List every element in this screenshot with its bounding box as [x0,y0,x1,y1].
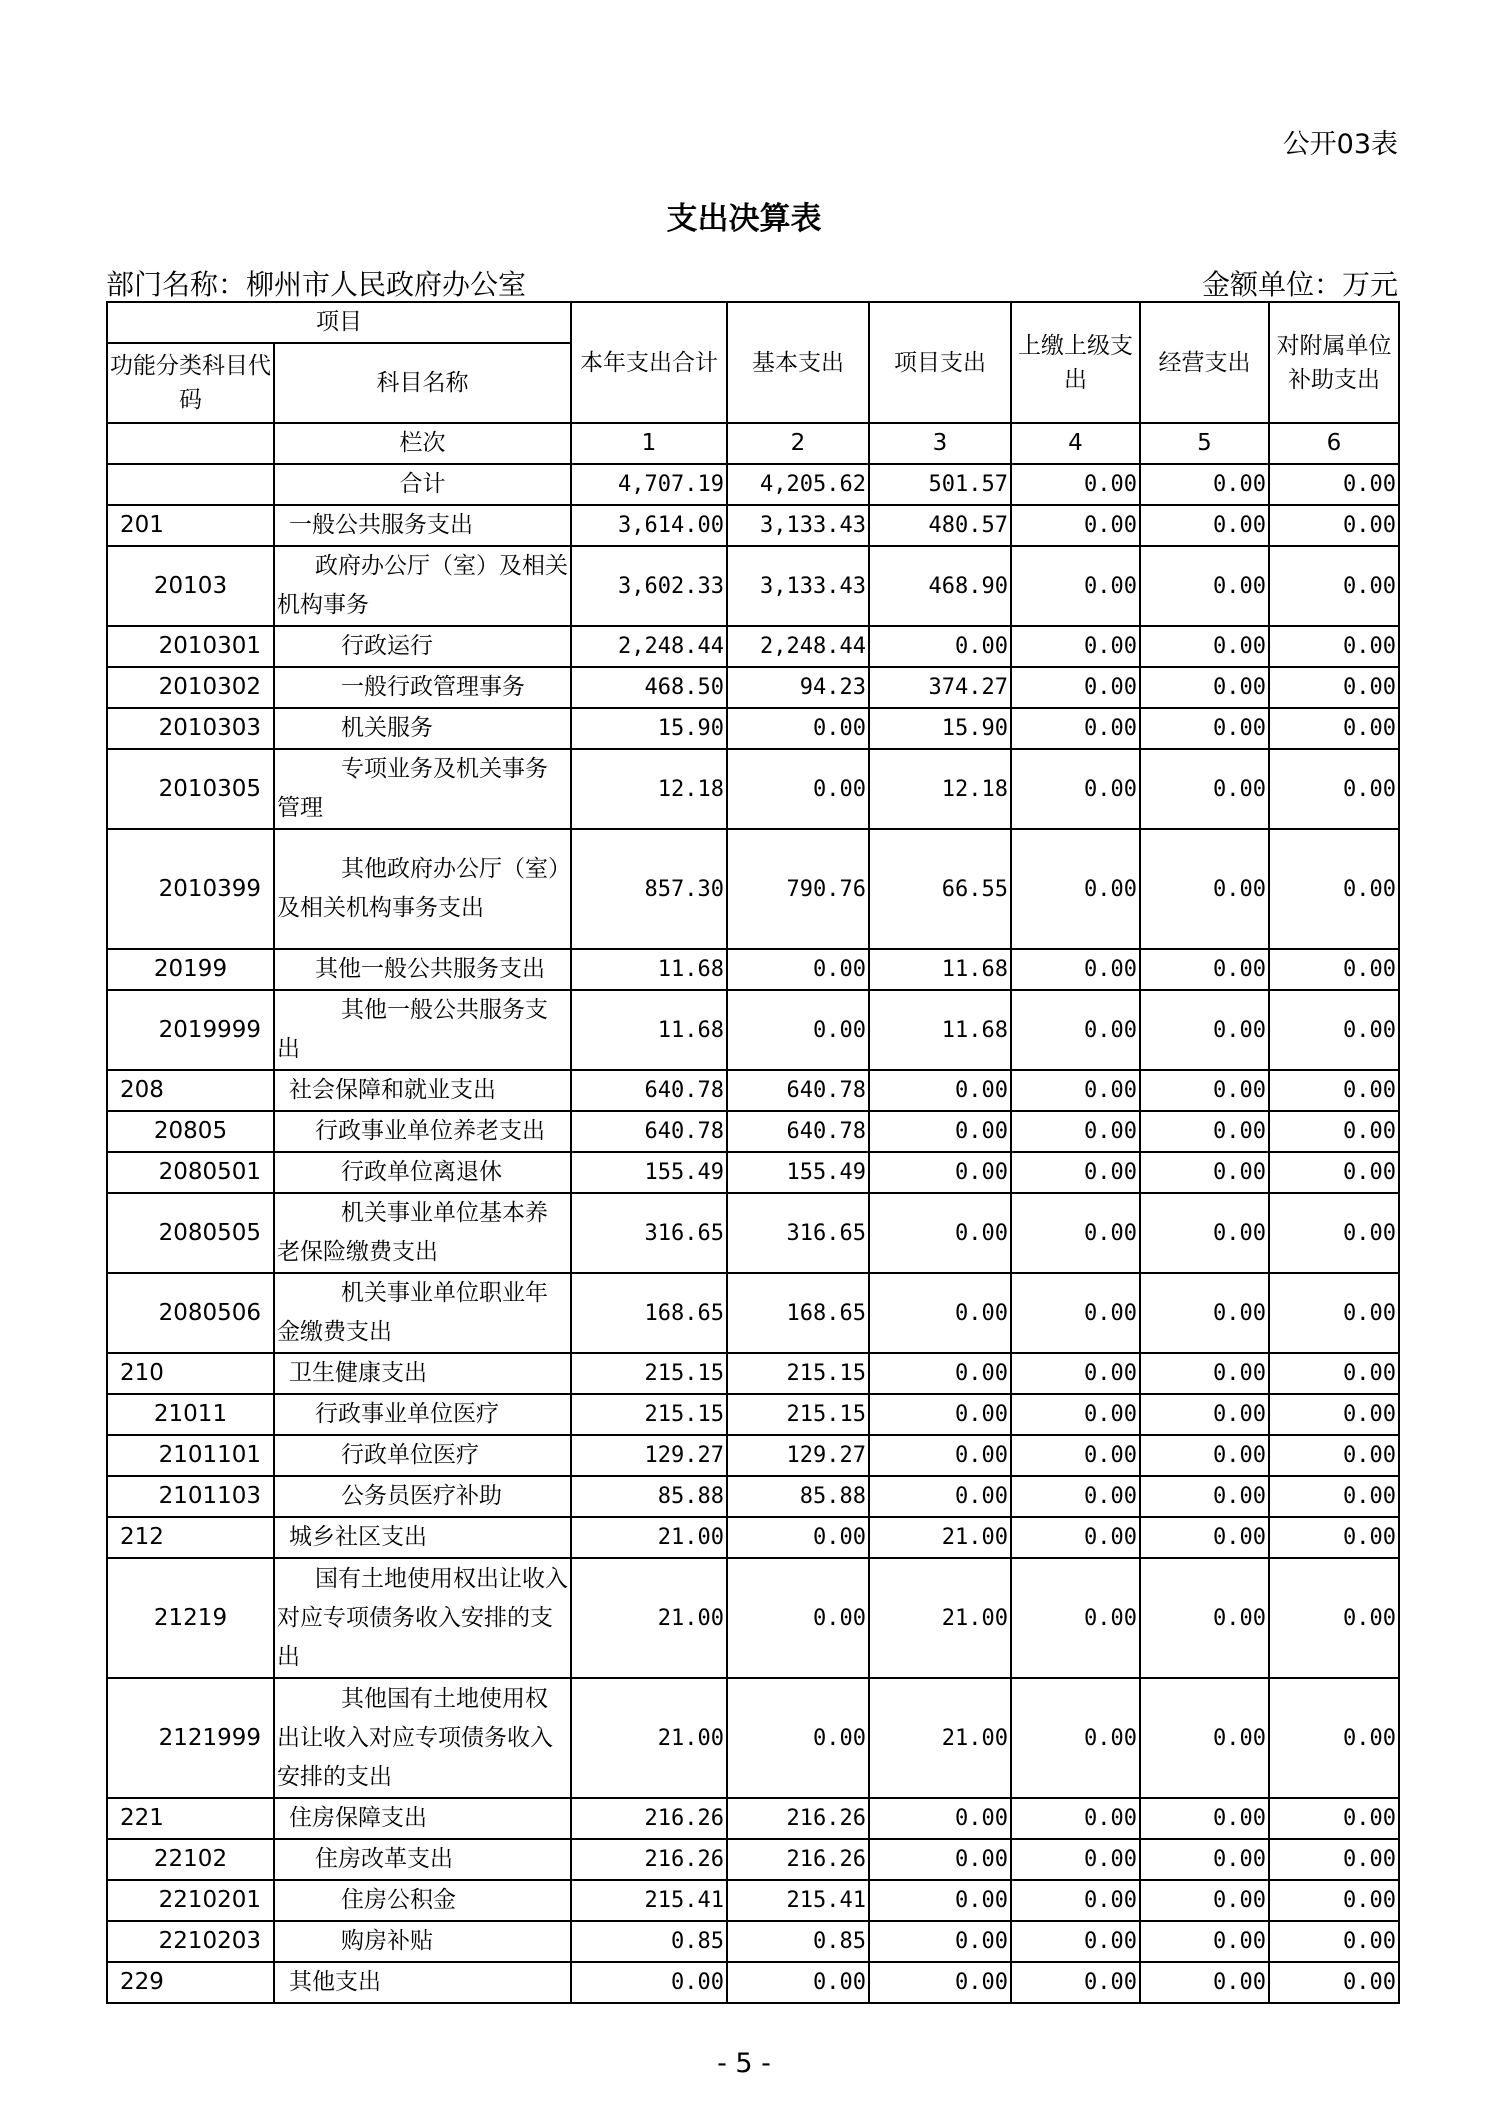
row-value: 0.00 [869,626,1011,667]
row-value: 0.00 [1011,1273,1140,1353]
row-value: 0.00 [1011,1394,1140,1435]
row-value: 0.00 [869,1798,1011,1839]
row-value: 0.00 [1140,949,1269,990]
row-value: 0.00 [1011,1678,1140,1798]
row-code: 2101103 [107,1476,274,1517]
row-name: 机关服务 [274,708,571,749]
row-name: 机关事业单位职业年金缴费支出 [274,1273,571,1353]
row-value: 480.57 [869,505,1011,546]
header-col-project: 项目支出 [869,302,1011,423]
row-code: 208 [107,1070,274,1111]
row-name: 行政事业单位养老支出 [274,1111,571,1152]
row-value: 0.00 [1140,990,1269,1070]
row-value: 0.00 [1140,1678,1269,1798]
table-row [107,1558,1399,1678]
row-value: 468.50 [571,667,727,708]
table-row [107,626,1399,667]
row-value: 0.00 [1140,626,1269,667]
page-number: - 5 - [717,2048,771,2079]
row-code: 2010303 [107,708,274,749]
row-value: 0.00 [1140,1880,1269,1921]
table-row [107,1798,1399,1839]
row-value: 0.00 [1140,1962,1269,2003]
table-row [107,505,1399,546]
row-code: 229 [107,1962,274,2003]
row-value: 0.00 [1011,1435,1140,1476]
row-value: 0.00 [1140,1476,1269,1517]
row-value: 155.49 [571,1152,727,1193]
row-name: 住房保障支出 [274,1798,571,1839]
row-value: 0.00 [1269,1839,1399,1880]
row-code: 2019999 [107,990,274,1070]
row-code: 2080501 [107,1152,274,1193]
row-value: 0.00 [1011,1517,1140,1558]
row-name: 住房公积金 [274,1880,571,1921]
row-value: 0.00 [1011,1152,1140,1193]
table-row [107,1962,1399,2003]
header-col-business: 经营支出 [1140,302,1269,423]
row-name: 社会保障和就业支出 [274,1070,571,1111]
row-name: 购房补贴 [274,1921,571,1962]
table-row [107,1435,1399,1476]
amount-unit: 金额单位：万元 [1201,268,1398,301]
row-value: 15.90 [869,708,1011,749]
row-name: 其他一般公共服务支出 [274,949,571,990]
row-value: 21.00 [869,1517,1011,1558]
row-value: 21.00 [869,1558,1011,1678]
row-value: 21.00 [571,1517,727,1558]
table-row [107,1273,1399,1353]
row-code: 201 [107,505,274,546]
row-value: 0.00 [1011,667,1140,708]
col-number: 4 [1011,423,1140,464]
row-value: 0.00 [1269,1111,1399,1152]
row-value: 85.88 [571,1476,727,1517]
row-value: 0.00 [1011,1476,1140,1517]
table-row [107,1517,1399,1558]
row-code: 2210201 [107,1880,274,1921]
row-code: 20199 [107,949,274,990]
row-value: 640.78 [727,1070,869,1111]
row-value: 0.00 [571,1962,727,2003]
row-value: 0.00 [1269,949,1399,990]
row-value: 0.00 [869,1435,1011,1476]
row-value: 216.26 [571,1839,727,1880]
row-value: 0.00 [1011,1839,1140,1880]
row-value: 0.00 [727,749,869,829]
row-value: 85.88 [727,1476,869,1517]
row-name: 行政运行 [274,626,571,667]
table-row [107,667,1399,708]
table-row [107,1394,1399,1435]
table-row [107,1353,1399,1394]
row-value: 0.00 [1140,1517,1269,1558]
row-value: 0.00 [869,1394,1011,1435]
row-code: 2121999 [107,1678,274,1798]
row-value: 0.00 [1269,1476,1399,1517]
row-value: 374.27 [869,667,1011,708]
row-value: 215.15 [727,1394,869,1435]
row-value: 21.00 [571,1678,727,1798]
row-name: 合计 [274,464,571,505]
row-value: 316.65 [571,1193,727,1273]
row-value: 0.00 [1140,546,1269,626]
col-number: 5 [1140,423,1269,464]
row-value: 94.23 [727,667,869,708]
row-value: 66.55 [869,829,1011,949]
row-value: 0.00 [1011,1962,1140,2003]
row-value: 0.00 [869,1152,1011,1193]
row-value: 215.15 [571,1394,727,1435]
row-value: 0.00 [1140,829,1269,949]
row-value: 0.00 [1269,1678,1399,1798]
row-value: 0.00 [727,1962,869,2003]
row-value: 0.00 [1140,1353,1269,1394]
header-col-subsidy: 对附属单位补助支出 [1269,302,1399,423]
table-row [107,546,1399,626]
row-value: 857.30 [571,829,727,949]
row-value: 0.00 [727,949,869,990]
table-row [107,1070,1399,1111]
row-value: 0.00 [869,1193,1011,1273]
row-value: 0.00 [869,1962,1011,2003]
row-value: 0.00 [869,1273,1011,1353]
row-value: 0.00 [1269,626,1399,667]
table-row [107,464,1399,505]
row-value: 0.00 [1011,464,1140,505]
table-row [107,949,1399,990]
row-value: 0.00 [1269,1798,1399,1839]
row-value: 0.00 [1269,667,1399,708]
row-value: 0.00 [1011,1111,1140,1152]
row-code: 2010301 [107,626,274,667]
row-code: 2010302 [107,667,274,708]
col-number: 1 [571,423,727,464]
col-number: 6 [1269,423,1399,464]
row-name: 机关事业单位基本养老保险缴费支出 [274,1193,571,1273]
row-value: 0.00 [1269,1962,1399,2003]
header-col-basic: 基本支出 [727,302,869,423]
row-value: 3,614.00 [571,505,727,546]
row-value: 168.65 [727,1273,869,1353]
row-value: 0.00 [1011,505,1140,546]
row-value: 0.00 [727,990,869,1070]
row-value: 0.00 [1140,749,1269,829]
table-row [107,1839,1399,1880]
row-value: 0.00 [1140,667,1269,708]
row-name: 其他政府办公厅（室）及相关机构事务支出 [274,829,571,949]
row-value: 0.00 [1269,749,1399,829]
row-value: 3,133.43 [727,505,869,546]
row-value: 0.00 [869,1111,1011,1152]
row-code: 2101101 [107,1435,274,1476]
row-name: 卫生健康支出 [274,1353,571,1394]
row-name: 一般公共服务支出 [274,505,571,546]
table-row [107,1476,1399,1517]
row-code: 2010399 [107,829,274,949]
row-value: 215.41 [727,1880,869,1921]
lanci-blank-cell [107,423,274,464]
page-title: 支出决算表 [666,201,822,237]
row-value: 0.00 [1140,1558,1269,1678]
row-name: 行政事业单位医疗 [274,1394,571,1435]
row-value: 640.78 [571,1111,727,1152]
row-code: 221 [107,1798,274,1839]
row-value: 790.76 [727,829,869,949]
header-col-total: 本年支出合计 [571,302,727,423]
row-value: 0.00 [1269,1193,1399,1273]
row-value: 0.00 [1269,1558,1399,1678]
row-value: 21.00 [869,1678,1011,1798]
row-name: 行政单位离退休 [274,1152,571,1193]
row-value: 0.00 [1140,1193,1269,1273]
col-number: 3 [869,423,1011,464]
row-value: 2,248.44 [571,626,727,667]
row-value: 0.00 [1269,1353,1399,1394]
row-value: 0.00 [869,1921,1011,1962]
row-value: 155.49 [727,1152,869,1193]
row-value: 501.57 [869,464,1011,505]
row-value: 11.68 [869,990,1011,1070]
header-code: 功能分类科目代码 [107,343,274,423]
row-value: 3,602.33 [571,546,727,626]
row-value: 0.00 [1011,708,1140,749]
row-value: 0.00 [1269,990,1399,1070]
table-row [107,990,1399,1070]
row-value: 0.00 [1011,1921,1140,1962]
table-row [107,1152,1399,1193]
row-value: 0.00 [1011,1798,1140,1839]
row-value: 0.85 [727,1921,869,1962]
header-col-upper: 上缴上级支出 [1011,302,1140,423]
row-value: 316.65 [727,1193,869,1273]
table-row [107,1880,1399,1921]
row-value: 2,248.44 [727,626,869,667]
row-value: 0.00 [1269,1070,1399,1111]
row-value: 12.18 [571,749,727,829]
row-value: 0.00 [1269,546,1399,626]
row-value: 0.00 [869,1839,1011,1880]
row-value: 0.00 [1011,1353,1140,1394]
row-name: 住房改革支出 [274,1839,571,1880]
row-name: 其他一般公共服务支出 [274,990,571,1070]
row-value: 11.68 [571,949,727,990]
row-value: 640.78 [727,1111,869,1152]
row-code: 20103 [107,546,274,626]
row-value: 0.00 [1011,1070,1140,1111]
row-value: 0.00 [1011,1193,1140,1273]
row-code: 210 [107,1353,274,1394]
row-name: 专项业务及机关事务管理 [274,749,571,829]
table-row [107,1921,1399,1962]
row-value: 0.00 [1269,1921,1399,1962]
row-code: 20805 [107,1111,274,1152]
row-value: 0.00 [869,1353,1011,1394]
row-value: 0.00 [1140,1921,1269,1962]
row-value: 0.00 [1011,990,1140,1070]
expenditure-table [106,301,1400,2004]
row-value: 0.00 [869,1070,1011,1111]
form-number: 公开03表 [1282,129,1398,160]
row-code: 2210203 [107,1921,274,1962]
row-value: 0.00 [1011,1558,1140,1678]
table-row [107,1193,1399,1273]
row-value: 0.00 [1011,546,1140,626]
row-value: 4,707.19 [571,464,727,505]
row-name: 其他国有土地使用权出让收入对应专项债务收入安排的支出 [274,1678,571,1798]
row-code [107,464,274,505]
row-value: 0.00 [727,1678,869,1798]
header-lanci: 栏次 [274,423,571,464]
row-value: 129.27 [571,1435,727,1476]
row-value: 0.00 [1140,1435,1269,1476]
row-code: 21011 [107,1394,274,1435]
col-number: 2 [727,423,869,464]
row-name: 国有土地使用权出让收入对应专项债务收入安排的支出 [274,1558,571,1678]
table-row [107,749,1399,829]
row-value: 0.00 [1269,1273,1399,1353]
row-value: 468.90 [869,546,1011,626]
table-row [107,829,1399,949]
row-value: 12.18 [869,749,1011,829]
row-value: 0.00 [1011,626,1140,667]
row-value: 0.00 [1269,1435,1399,1476]
row-value: 0.00 [869,1880,1011,1921]
row-value: 0.00 [727,708,869,749]
table-row [107,1678,1399,1798]
row-code: 212 [107,1517,274,1558]
row-value: 0.00 [1140,1839,1269,1880]
row-value: 15.90 [571,708,727,749]
header-item: 项目 [107,302,571,343]
row-code: 21219 [107,1558,274,1678]
row-value: 216.26 [727,1839,869,1880]
row-value: 0.00 [1269,1394,1399,1435]
row-value: 11.68 [869,949,1011,990]
row-value: 4,205.62 [727,464,869,505]
row-name: 公务员医疗补助 [274,1476,571,1517]
row-name: 城乡社区支出 [274,1517,571,1558]
row-value: 0.00 [1011,749,1140,829]
row-value: 0.00 [1011,1880,1140,1921]
row-value: 0.00 [1011,829,1140,949]
row-value: 0.00 [869,1476,1011,1517]
row-code: 2080505 [107,1193,274,1273]
row-code: 2080506 [107,1273,274,1353]
row-value: 215.41 [571,1880,727,1921]
row-name: 一般行政管理事务 [274,667,571,708]
row-value: 0.00 [1140,1273,1269,1353]
row-value: 0.00 [1140,1070,1269,1111]
row-value: 0.00 [1140,1798,1269,1839]
row-value: 0.00 [1269,464,1399,505]
row-value: 0.85 [571,1921,727,1962]
row-value: 129.27 [727,1435,869,1476]
row-value: 0.00 [1140,1111,1269,1152]
row-value: 0.00 [1140,708,1269,749]
row-value: 0.00 [1140,464,1269,505]
row-value: 11.68 [571,990,727,1070]
row-value: 0.00 [1269,829,1399,949]
row-value: 0.00 [1011,949,1140,990]
row-value: 0.00 [1269,505,1399,546]
row-value: 640.78 [571,1070,727,1111]
department-name: 部门名称：柳州市人民政府办公室 [106,268,527,301]
row-name: 其他支出 [274,1962,571,2003]
row-value: 0.00 [1269,1517,1399,1558]
row-name: 行政单位医疗 [274,1435,571,1476]
row-code: 22102 [107,1839,274,1880]
header-name: 科目名称 [274,343,571,423]
table-row [107,1111,1399,1152]
row-value: 0.00 [1140,1152,1269,1193]
row-value: 0.00 [1269,1152,1399,1193]
row-name: 政府办公厅（室）及相关机构事务 [274,546,571,626]
row-value: 0.00 [727,1558,869,1678]
row-value: 0.00 [1140,1394,1269,1435]
row-value: 3,133.43 [727,546,869,626]
row-value: 215.15 [727,1353,869,1394]
row-value: 215.15 [571,1353,727,1394]
row-value: 216.26 [727,1798,869,1839]
row-value: 21.00 [571,1558,727,1678]
row-value: 0.00 [727,1517,869,1558]
row-value: 168.65 [571,1273,727,1353]
row-value: 216.26 [571,1798,727,1839]
table-row [107,708,1399,749]
row-value: 0.00 [1140,505,1269,546]
row-code: 2010305 [107,749,274,829]
row-value: 0.00 [1269,708,1399,749]
row-value: 0.00 [1269,1880,1399,1921]
